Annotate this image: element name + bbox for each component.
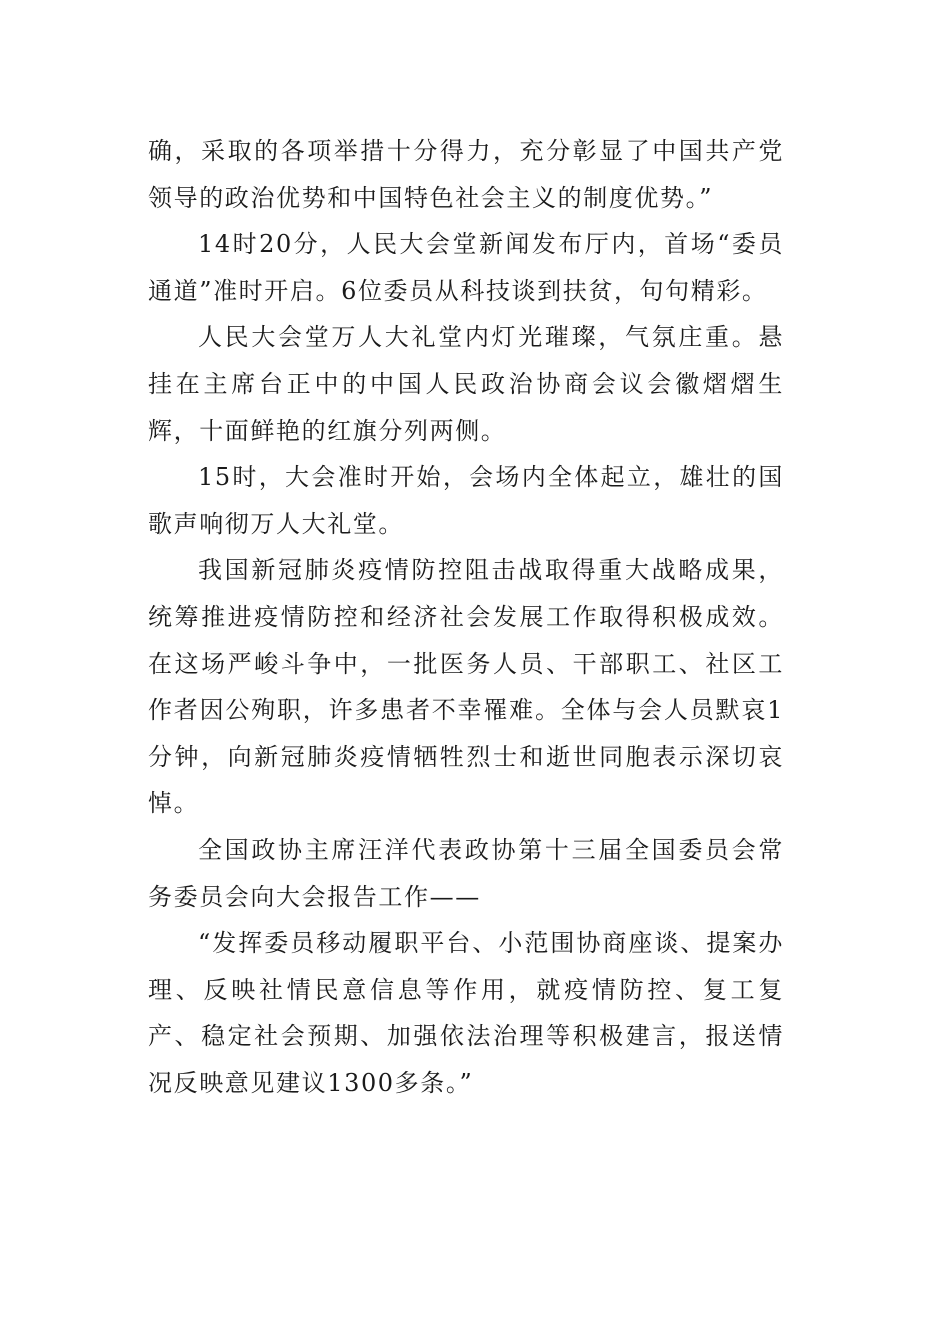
paragraph-1: 确，采取的各项举措十分得力，充分彰显了中国共产党领导的政治优势和中国特色社会主义的制度优势。” [148,137,784,212]
document-body [148,128,784,1106]
paragraph-3: 人民大会堂万人大礼堂内灯光璀璨，气氛庄重。悬挂在主席台正中的中国人民政治协商会议会徽熠熠生辉，十面鲜艳的红旗分列两侧。 [148,323,784,445]
paragraph-4: 15时，大会准时开始，会场内全体起立，雄壮的国歌声响彻万人大礼堂。 [148,463,784,538]
paragraph-6: 全国政协主席汪洋代表政协第十三届全国委员会常务委员会向大会报告工作—— [148,835,784,911]
paragraph-7: “发挥委员移动履职平台、小范围协商座谈、提案办理、反映社情民意信息等作用，就疫情防控、复工复产、稳定社会预期、加强依法治理等积极建言，报送情况反映意见建议1300多条。” [148,929,784,1097]
paragraph-2: 14时20分，人民大会堂新闻发布厅内，首场“委员通道”准时开启。6位委员从科技谈到扶贫，句句精彩。 [148,230,784,305]
paragraph-5: 我国新冠肺炎疫情防控阻击战取得重大战略成果，统筹推进疫情防控和经济社会发展工作取得积极成效。在这场严峻斗争中，一批医务人员、干部职工、社区工作者因公殉职，许多患者不幸罹难。全体与会人员默哀1分钟，向新冠肺炎疫情牺牲烈士和逝世同胞表示深切哀悼。 [148,556,784,818]
